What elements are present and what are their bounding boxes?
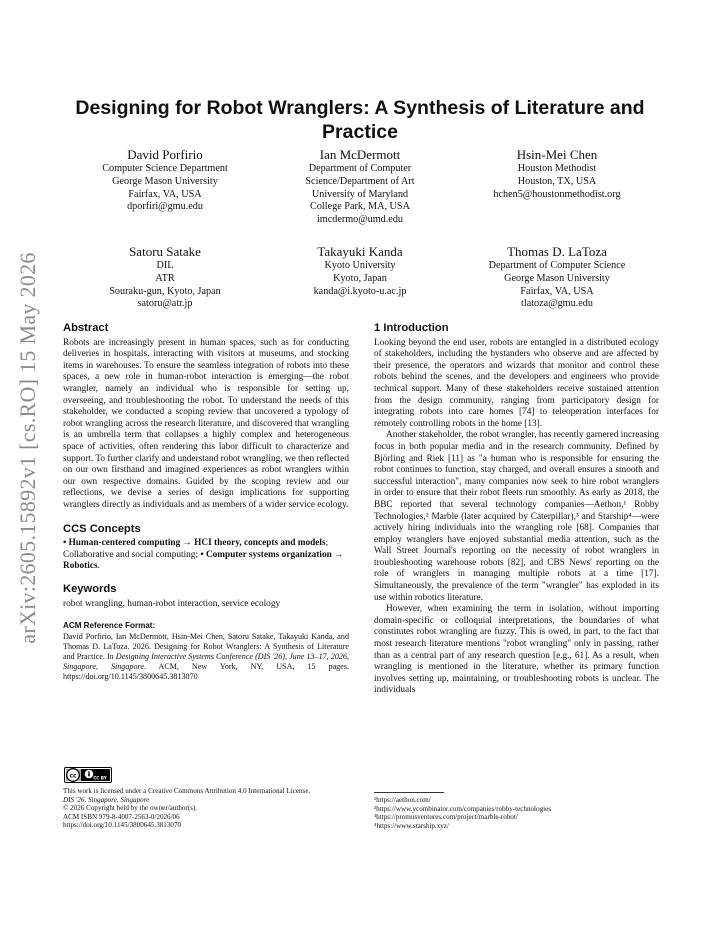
- author-location: Fairfax, VA, USA: [128, 188, 202, 200]
- left-column: [63, 323, 349, 682]
- author-email[interactable]: imcdermo@umd.edu: [316, 214, 404, 226]
- author-block: [270, 146, 450, 227]
- footnote-link[interactable]: ¹https://aethon.com/: [374, 796, 431, 804]
- intro-paragraph: Looking beyond the end user, robots are entangled in a distributed ecology of stakeholders, including the bystanders who observe and are affected by their presence, the operators and wizards that monitor and control these robots behind the scenes, and the developers and engineers who provide technical support. Many of these stakeholders receive sustained attention from the design community, ranging from participatory design for integrating robots into care homes [74] to teleoperation interfaces for remotely controlling robots in the home [13].: [374, 337, 659, 429]
- keywords-heading: Keywords: [63, 582, 117, 595]
- author-location: College Park, MA, USA: [310, 201, 410, 213]
- cc-badge-label: CC BY: [93, 775, 107, 781]
- author-affiliation: Computer Science Department: [102, 163, 228, 174]
- author-affiliation: Department of Computer: [308, 163, 412, 174]
- footnote-link[interactable]: ³https://promusventures.com/project/marble-robot/: [374, 813, 518, 822]
- author-affiliation: ATR: [155, 272, 175, 284]
- ccs-text: [63, 538, 349, 573]
- author-block: [75, 146, 255, 214]
- ccs-concept: • Human-centered computing → HCI theory, concepts and models: [63, 538, 326, 549]
- ccs-period: .: [97, 561, 100, 572]
- author-email[interactable]: dporfiri@gmu.edu: [127, 201, 203, 213]
- author-email[interactable]: hchen5@houstonmethodist.org: [493, 188, 621, 200]
- cc-by-badge-icon[interactable]: [64, 767, 112, 783]
- author-location: Fairfax, VA, USA: [520, 285, 594, 297]
- paper-title: Designing for Robot Wranglers: A Synthesis of Literature and Practice: [75, 97, 645, 143]
- author-location: Souraku-gun, Kyoto, Japan: [109, 285, 221, 297]
- author-name: Satoru Satake: [129, 244, 201, 259]
- acm-ref-text: [63, 632, 349, 682]
- footnote-link[interactable]: ²https://www.ycombinator.com/companies/robby-technologies: [374, 804, 552, 813]
- author-block: [462, 243, 652, 311]
- author-location: Houston, TX, USA: [517, 175, 597, 187]
- author-affiliation: Science/Department of Art: [305, 175, 415, 187]
- acm-ref-citation: David Porfirio, Ian McDermott, Hsin-Mei Chen, Satoru Satake, Takayuki Kanda, and Thomas D. LaToza. 2026. Designing for Robot Wranglers: A Synthesis of Literature and Practice. In: [63, 632, 349, 662]
- author-block: [75, 243, 255, 311]
- author-email[interactable]: tlatoza@gmu.edu: [521, 298, 593, 310]
- abstract-text: Robots are increasingly present in human spaces, such as for conducting deliveries in hospitals, interacting with visitors at museums, and stocking items in warehouses. To ensure the seamless integration of robots into these spaces, a new role in human-robot interaction is emerging—the robot wrangler, namely an individual who is responsible for setting up, overseeing, and troubleshooting the robot. To understand the needs of this stakeholder, we conducted a scoping review that uncovered a typology of robot wrangling across the research literature, and discovered that wrangling is an umbrella term that collapses a highly complex and heterogeneous space of activities, often rendering this labor difficult to characterize and support. To further clarify and understand robot wrangling, we then reflected on our own firsthand and imagined experiences as robot wranglers within our own respective domains. Guided by the scoping review and our reflections, we devise a series of design implications for supporting wranglers directly as individuals and as members of a wider service ecology.: [63, 337, 349, 510]
- author-affiliation: Kyoto University: [324, 260, 396, 271]
- svg-text:cc: cc: [69, 772, 77, 780]
- footnotes: [374, 796, 659, 830]
- author-affiliation: University of Maryland: [311, 188, 409, 200]
- author-name: Thomas D. LaToza: [507, 244, 607, 259]
- author-email[interactable]: satoru@atr.jp: [137, 298, 193, 310]
- author-block: [462, 146, 652, 201]
- author-affiliation: Houston Methodist: [517, 163, 597, 174]
- author-affiliation: George Mason University: [504, 272, 610, 284]
- author-email[interactable]: kanda@i.kyoto-u.ac.jp: [313, 285, 407, 297]
- author-affiliation: George Mason University: [112, 175, 218, 187]
- arxiv-id: arXiv:2605.15892v1 [cs.RO] 15 May 2026: [15, 252, 40, 644]
- author-location: Kyoto, Japan: [333, 272, 387, 284]
- author-block: [270, 243, 450, 298]
- conference-info: DIS '26, Singapore, Singapore: [63, 795, 150, 804]
- isbn-line: ACM ISBN 979-8-4007-2563-0/2026/06: [63, 812, 180, 821]
- abstract-heading: Abstract: [63, 322, 109, 334]
- footnote-link[interactable]: ⁴https://www.starship.xyz/: [374, 821, 449, 830]
- keywords-text: robot wrangling, human-robot interaction, service ecology: [63, 599, 281, 610]
- author-name: David Porfirio: [127, 147, 203, 162]
- license-statement: This work is licensed under a Creative Commons Attribution 4.0 International License.: [63, 787, 311, 795]
- author-name: Takayuki Kanda: [317, 244, 403, 259]
- ccs-concept: • Computer systems organization → Robotics: [63, 549, 344, 572]
- ccs-concept: ; Collaborative and social computing;: [63, 538, 329, 560]
- doi-link[interactable]: https://doi.org/10.1145/3800645.3813070: [63, 821, 182, 830]
- right-column: [374, 323, 659, 697]
- footnote-divider: [374, 792, 444, 793]
- author-name: Hsin-Mei Chen: [516, 147, 598, 162]
- acm-ref-venue: Designing Interactive Systems Conference (DIS '26), June 13–17, 2026, Singapore, Singapore: [63, 652, 349, 672]
- intro-heading: 1 Introduction: [374, 322, 449, 334]
- license-block: [63, 787, 353, 830]
- intro-paragraph: However, when examining the term in isolation, without importing domain-specific or colloquial interpretations, the boundaries of what constitutes robot wrangling are fuzzy. This is owed, in part, to the fact that most research literature mentions "robot wrangling" only in passing, rather than as a central part of any research question [e.g., 61]. As a result, when wrangling is mentioned in the literature, whether its primary function involves setting up, maintaining, or troubleshooting robots is unclear. The individuals: [374, 604, 659, 696]
- author-affiliation: Department of Computer Science: [488, 260, 626, 271]
- acm-ref-doi[interactable]: . ACM, New York, NY, USA, 15 pages. https://doi.org/10.1145/3800645.3813070: [63, 662, 349, 682]
- acm-ref-heading: ACM Reference Format:: [63, 621, 156, 631]
- author-name: Ian McDermott: [319, 147, 401, 162]
- author-affiliation: DIL: [156, 260, 174, 271]
- intro-paragraph: Another stakeholder, the robot wrangler, has recently garnered increasing focus in both popular media and in the research community. Defined by Björling and Riek [11] as "a human who is responsible for ensuring the robot continues to function, stay charged, and overall ensures a smooth and successful interaction", many companies now seek to hire robot wranglers in order to ensure that their robot fleets run smoothly. As early as 2018, the BBC reported that several technology companies—Aethon,¹ Robby Technologies,² Marble (later acquired by Caterpillar),³ and Starship⁴—were actively hiring individuals into the wrangling role [68]. Companies that employ wranglers have enjoyed substantial media attention, such as the Wall Street Journal's reporting on the necessity of robot wranglers in troubleshooting warehouse robots [82], and CBS News' reporting on the role of wranglers in managing multiple robots at a time [17]. Simultaneously, the prevalence of the term "wrangler" has exploded in its use within robotics literature.: [374, 430, 659, 603]
- arxiv-stamp: [6, 248, 50, 648]
- copyright-line: © 2026 Copyright held by the owner/author(s).: [63, 804, 198, 813]
- ccs-heading: CCS Concepts: [63, 522, 141, 535]
